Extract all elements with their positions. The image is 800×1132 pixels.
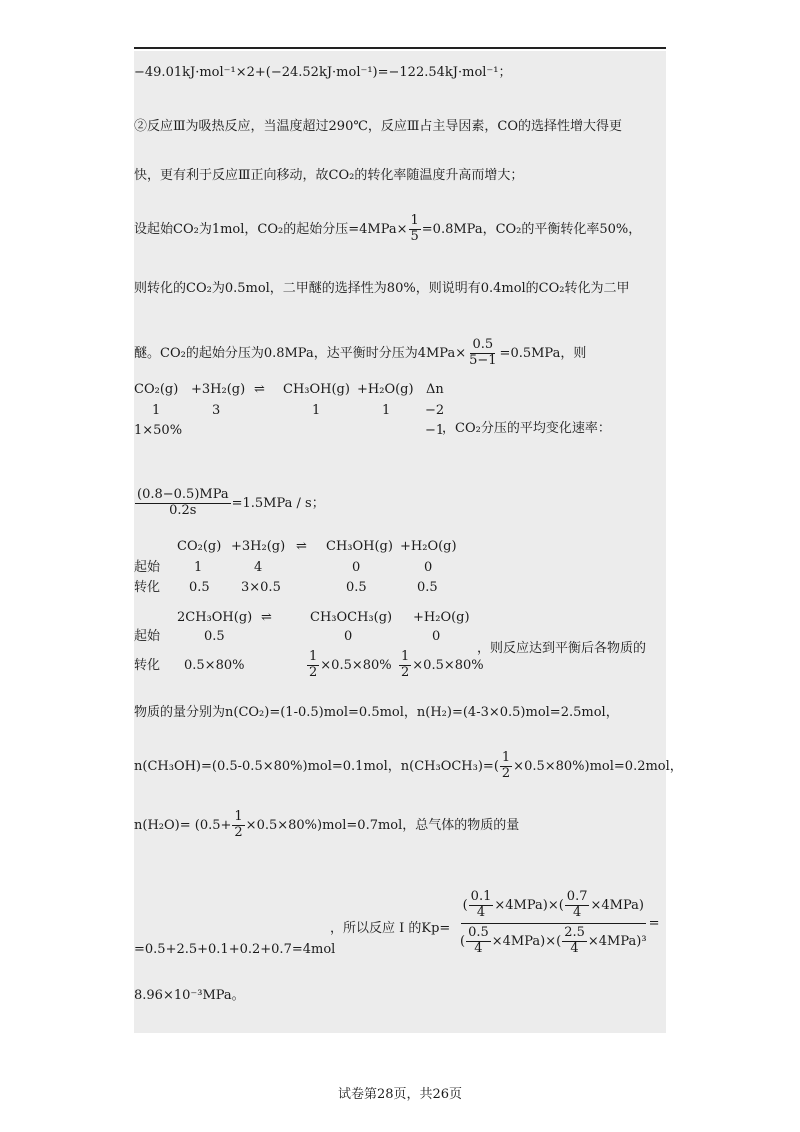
rate-calculation: $\frac{\text{(0.8−0.5)MPa}}{0.2s}$ =1.5MPa / s； <box>137 487 325 518</box>
kp-intro-text: ，所以反应 I 的Kp= <box>330 921 451 936</box>
table3-cell: ⇌ <box>261 610 272 625</box>
table2-cell: 0 <box>424 560 433 575</box>
table1-cell: ⇌ <box>254 382 265 397</box>
table2-cell: 0.5 <box>417 580 438 595</box>
table1-cell: Δn <box>426 382 444 397</box>
table1-cell: 1×50% <box>134 423 183 438</box>
enthalpy-result-line: −49.01kJ·mol⁻¹×2+(−24.52kJ·mol⁻¹)=−122.54kJ·mol⁻¹； <box>134 65 512 80</box>
kp-denominator: ( $\frac{0.5}{4}$ ×4MPa)×( $\frac{2.5}{4}$ ×4MPa)³ <box>460 924 647 956</box>
table1-cell: 1 <box>382 403 391 418</box>
table2-cell: 0.5 <box>189 580 210 595</box>
fraction-one-fifth: $\frac{1}{5}$ <box>410 213 419 244</box>
table3-cell: CH₃OCH₃(g) <box>310 610 393 625</box>
table3-cell: 0 <box>432 629 441 644</box>
table3-cell: 转化 <box>134 658 161 673</box>
kp-numerator: ( $\frac{0.1}{4}$ ×4MPa)×( $\frac{0.7}{4}$ ×4MPa) <box>461 890 646 924</box>
kp-result-line: 8.96×10⁻³MPa。 <box>134 988 245 1003</box>
table1-cell: CO₂(g) <box>134 382 179 397</box>
table2-cell: 0 <box>352 560 361 575</box>
fraction-half: $\frac{1}{2}$ <box>501 750 511 781</box>
table1-cell: −1 <box>425 423 445 438</box>
table2-cell: 3×0.5 <box>241 580 281 595</box>
partial-pressure-rate-label: ，CO₂分压的平均变化速率： <box>442 421 611 436</box>
table1-cell: 1 <box>312 403 321 418</box>
table3-cell: 2CH₃OH(g) <box>177 610 253 625</box>
moles-co2-h2-line: 物质的量分别为n(CO₂)=(1-0.5)mol=0.5mol，n(H₂)=(4-3×0.5)mol=2.5mol， <box>134 705 619 720</box>
table2-cell: 4 <box>254 560 263 575</box>
total-moles-line: =0.5+2.5+0.1+0.2+0.7=4mol <box>134 942 336 957</box>
table3-fraction-cell: $\frac{1}{2}$ ×0.5×80% <box>309 649 392 680</box>
table2-cell: +3H₂(g) <box>231 539 286 554</box>
table1-cell: −2 <box>425 403 445 418</box>
table2-cell: 0.5 <box>346 580 367 595</box>
table1-cell: +H₂O(g) <box>357 382 414 397</box>
initial-pressure-line: 设起始CO₂为1mol，CO₂的起始分压=4MPa× $\frac{1}{5}$ =0.8MPa，CO₂的平衡转化率50%， <box>134 213 642 244</box>
equilibrium-intro-text: ，则反应达到平衡后各物质的 <box>477 641 647 656</box>
table2-cell: CH₃OH(g) <box>326 539 393 554</box>
table3-cell: 0.5 <box>204 629 225 644</box>
equilibrium-pressure-line: 醚。CO₂的起始分压为0.8MPa，达平衡时分压为4MPa× $\frac{0.5}{5-1}$ =0.5MPa，则 <box>134 337 587 368</box>
table3-cell: 0.5×80% <box>184 658 245 673</box>
table3-fraction-cell: $\frac{1}{2}$ ×0.5×80% <box>401 649 484 680</box>
table2-cell: 1 <box>194 560 203 575</box>
table2-cell: 转化 <box>134 580 161 595</box>
table1-cell: 3 <box>212 403 221 418</box>
table2-cell: 起始 <box>134 560 161 575</box>
moles-h2o-line: n(H₂O)= (0.5+ $\frac{1}{2}$ ×0.5×80%)mol=0.7mol，总气体的物质的量 <box>134 809 520 840</box>
kp-fraction: ( $\frac{0.1}{4}$ ×4MPa)×( $\frac{0.7}{4}$ ×4MPa) ( $\frac{0.5}{4}$ ×4MPa)×( $\frac{2.5}{4}$ ×4MPa)³ = <box>460 889 660 956</box>
header-rule <box>134 47 666 49</box>
table3-cell: 0 <box>344 629 353 644</box>
table3-cell: 起始 <box>134 629 161 644</box>
fraction-half: $\frac{1}{2}$ <box>234 809 243 840</box>
table2-cell: ⇌ <box>296 539 307 554</box>
paragraph-conversion-rate: 快，更有利于反应Ⅲ正向移动，故CO₂的转化率随温度升高而增大； <box>134 168 524 183</box>
table1-cell: CH₃OH(g) <box>283 382 350 397</box>
moles-ch3oh-line: n(CH₃OH)=(0.5-0.5×80%)mol=0.1mol，n(CH₃OCH₃)=( $\frac{1}{2}$ ×0.5×80%)mol=0.2mol， <box>134 750 683 781</box>
table1-cell: +3H₂(g) <box>191 382 246 397</box>
paragraph-reaction-3: ②反应Ⅲ为吸热反应，当温度超过290℃，反应Ⅲ占主导因素，CO的选择性增大得更 <box>134 119 623 134</box>
table3-cell: +H₂O(g) <box>413 610 470 625</box>
table2-cell: +H₂O(g) <box>400 539 457 554</box>
fraction-pressure: $\frac{0.5}{5-1}$ <box>469 337 497 368</box>
dimethyl-ether-selectivity-line: 则转化的CO₂为0.5mol，二甲醚的选择性为80%，则说明有0.4mol的CO₂转化为二甲 <box>134 281 630 296</box>
fraction-rate: $\frac{\text{(0.8−0.5)MPa}}{0.2s}$ <box>137 487 229 518</box>
page-footer: 试卷第28页，共26页 <box>337 1087 463 1102</box>
table2-cell: CO₂(g) <box>177 539 222 554</box>
table1-cell: 1 <box>152 403 161 418</box>
